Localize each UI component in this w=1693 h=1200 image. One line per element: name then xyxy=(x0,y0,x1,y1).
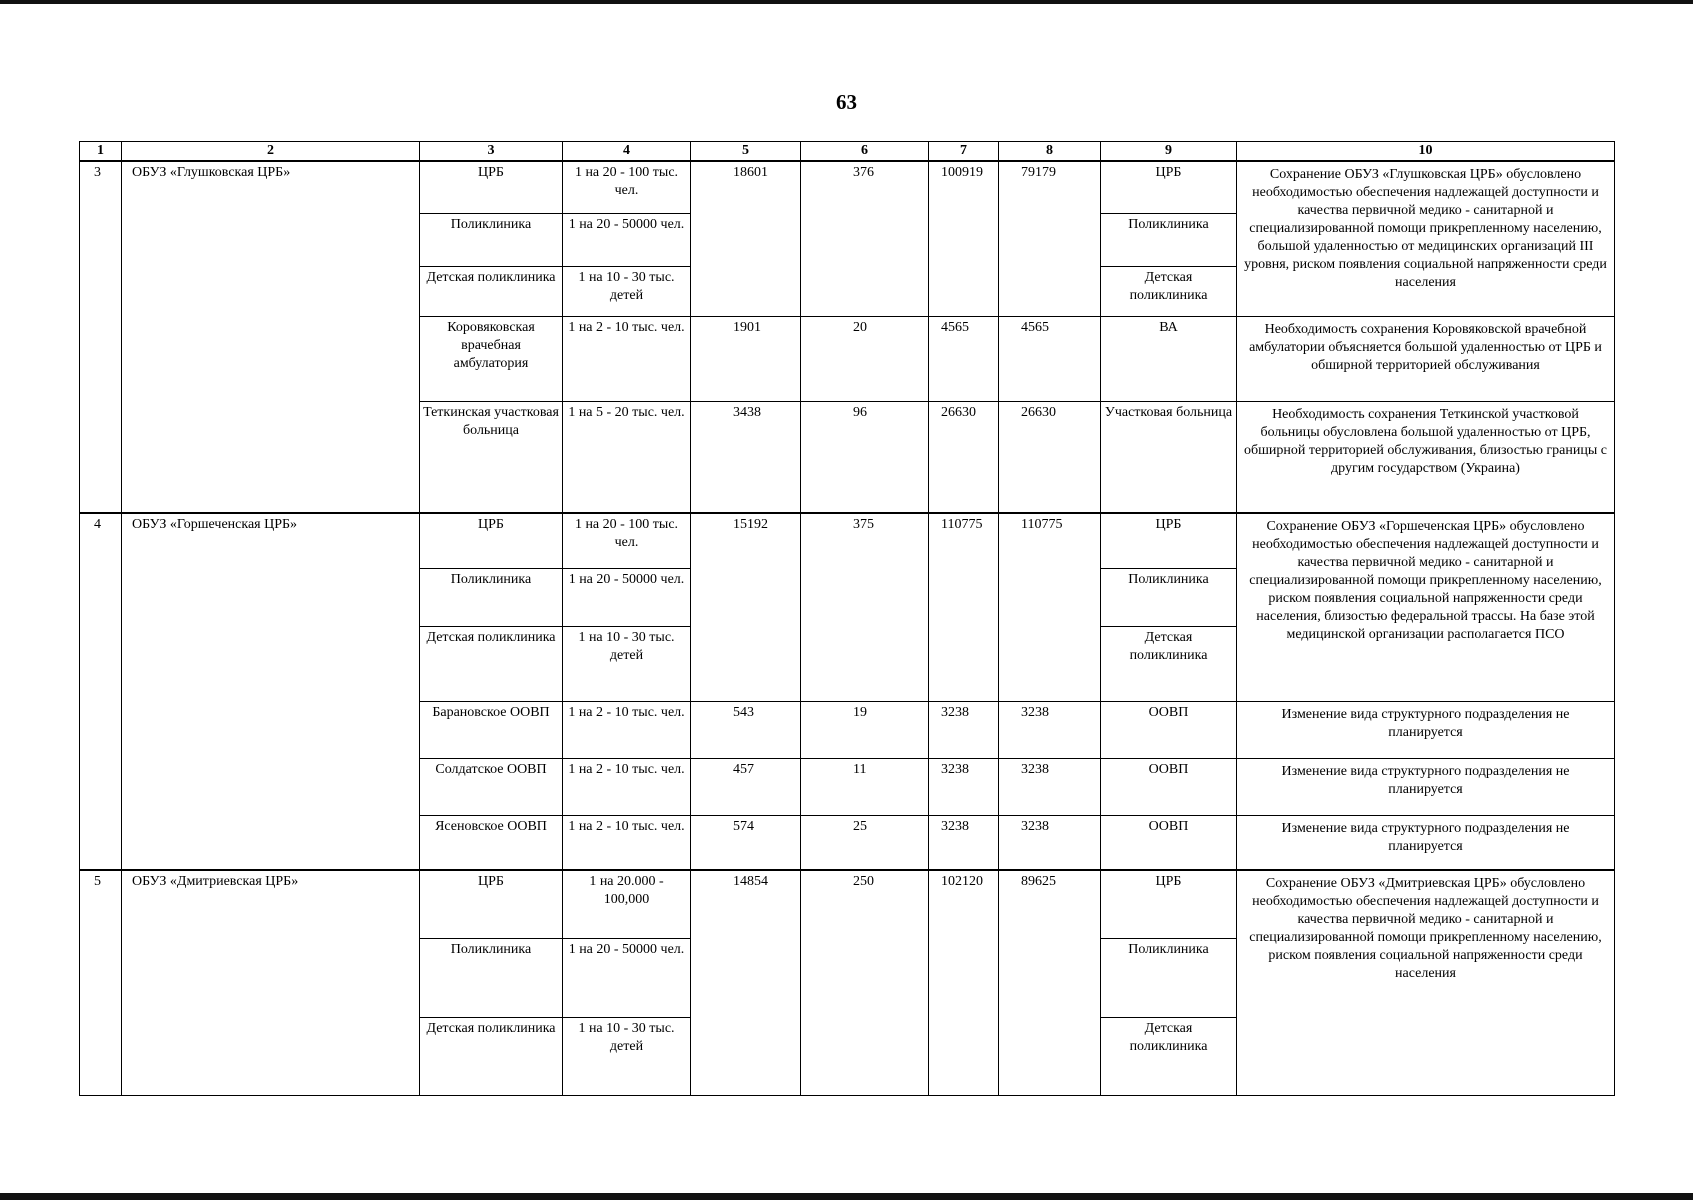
facilities-table xyxy=(79,141,1615,1096)
facility-type: ООВП xyxy=(1101,701,1237,758)
column-6-value: 11 xyxy=(801,758,929,815)
table-row xyxy=(80,161,1615,213)
column-5-value: 1901 xyxy=(691,316,801,401)
column-7-value: 4565 xyxy=(929,316,999,401)
capacity-norm: 1 на 5 - 20 тыс. чел. xyxy=(563,401,691,513)
header-row xyxy=(80,142,1615,162)
column-7-value: 26630 xyxy=(929,401,999,513)
column-6-value: 96 xyxy=(801,401,929,513)
column-8-value: 3238 xyxy=(999,701,1101,758)
capacity-norm: 1 на 2 - 10 тыс. чел. xyxy=(563,701,691,758)
column-8-value: 79179 xyxy=(999,161,1101,316)
organization-name: ОБУЗ «Дмитриевская ЦРБ» xyxy=(122,870,420,1095)
facility-type: Участковая больница xyxy=(1101,401,1237,513)
table-row xyxy=(80,870,1615,938)
facility-type: Детская поликлиника xyxy=(1101,1017,1237,1095)
facility-type: ООВП xyxy=(1101,758,1237,815)
facility-type: Детская поликлиника xyxy=(1101,626,1237,701)
capacity-norm: 1 на 2 - 10 тыс. чел. xyxy=(563,758,691,815)
column-8-value: 110775 xyxy=(999,513,1101,701)
facility-type: Поликлиника xyxy=(1101,568,1237,626)
column-5-value: 574 xyxy=(691,815,801,870)
unit-name: Теткинская участковая больница xyxy=(420,401,563,513)
row-number: 4 xyxy=(80,513,122,870)
capacity-norm: 1 на 20.000 - 100,000 xyxy=(563,870,691,938)
facility-type: Поликлиника xyxy=(1101,938,1237,1017)
capacity-norm: 1 на 20 - 100 тыс. чел. xyxy=(563,513,691,568)
column-6-value: 25 xyxy=(801,815,929,870)
column-5-value: 543 xyxy=(691,701,801,758)
column-7-value: 110775 xyxy=(929,513,999,701)
justification: Сохранение ОБУЗ «Горшеченская ЦРБ» обусловлено необходимостью обеспечения надлежащей доступности и качества первичной медико - санитарной и специализированной помощи прикрепленному населению, риском появления социальной напряженности среди населения, близостью федеральной трассы. На базе этой медицинской организации располагается ПСО xyxy=(1237,513,1615,701)
capacity-norm: 1 на 20 - 50000 чел. xyxy=(563,213,691,266)
capacity-norm: 1 на 20 - 100 тыс. чел. xyxy=(563,161,691,213)
facility-type: ВА xyxy=(1101,316,1237,401)
facility-type: ЦРБ xyxy=(1101,161,1237,213)
column-header: 5 xyxy=(691,142,801,162)
unit-name: ЦРБ xyxy=(420,870,563,938)
capacity-norm: 1 на 10 - 30 тыс. детей xyxy=(563,1017,691,1095)
justification: Сохранение ОБУЗ «Дмитриевская ЦРБ» обусловлено необходимостью обеспечения надлежащей доступности и качества первичной медико - санитарной и специализированной помощи прикрепленному населению, риском появления социальной напряженности среди населения xyxy=(1237,870,1615,1095)
page-number: 63 xyxy=(836,90,857,114)
justification: Необходимость сохранения Коровяковской врачебной амбулатории объясняется большой удаленностью от ЦРБ и обширной территорией обслуживания xyxy=(1237,316,1615,401)
column-header: 7 xyxy=(929,142,999,162)
column-8-value: 4565 xyxy=(999,316,1101,401)
column-7-value: 3238 xyxy=(929,758,999,815)
column-6-value: 375 xyxy=(801,513,929,701)
facility-type: Детская поликлиника xyxy=(1101,266,1237,316)
unit-name: Коровяковская врачебная амбулатория xyxy=(420,316,563,401)
column-5-value: 457 xyxy=(691,758,801,815)
column-6-value: 20 xyxy=(801,316,929,401)
column-header: 2 xyxy=(122,142,420,162)
column-8-value: 3238 xyxy=(999,758,1101,815)
unit-name: Детская поликлиника xyxy=(420,1017,563,1095)
column-header: 6 xyxy=(801,142,929,162)
unit-name: Ясеновское ООВП xyxy=(420,815,563,870)
unit-name: Детская поликлиника xyxy=(420,266,563,316)
capacity-norm: 1 на 2 - 10 тыс. чел. xyxy=(563,316,691,401)
unit-name: Солдатское ООВП xyxy=(420,758,563,815)
facility-type: ООВП xyxy=(1101,815,1237,870)
unit-name: ЦРБ xyxy=(420,161,563,213)
column-5-value: 14854 xyxy=(691,870,801,1095)
facility-type: Поликлиника xyxy=(1101,213,1237,266)
unit-name: Поликлиника xyxy=(420,568,563,626)
unit-name: Детская поликлиника xyxy=(420,626,563,701)
column-7-value: 100919 xyxy=(929,161,999,316)
justification: Сохранение ОБУЗ «Глушковская ЦРБ» обусловлено необходимостью обеспечения надлежащей доступности и качества первичной медико - санитарной и специализированной помощи прикрепленному населению, большой удаленностью от медицинских организаций III уровня, риском появления социальной напряженности среди населения xyxy=(1237,161,1615,316)
justification: Изменение вида структурного подразделения не планируется xyxy=(1237,701,1615,758)
capacity-norm: 1 на 20 - 50000 чел. xyxy=(563,568,691,626)
facility-type: ЦРБ xyxy=(1101,870,1237,938)
unit-name: ЦРБ xyxy=(420,513,563,568)
table-row xyxy=(80,513,1615,568)
capacity-norm: 1 на 10 - 30 тыс. детей xyxy=(563,626,691,701)
unit-name: Поликлиника xyxy=(420,938,563,1017)
column-5-value: 15192 xyxy=(691,513,801,701)
column-header: 8 xyxy=(999,142,1101,162)
scan-edge-top xyxy=(0,0,1693,4)
facility-type: ЦРБ xyxy=(1101,513,1237,568)
column-5-value: 3438 xyxy=(691,401,801,513)
column-8-value: 3238 xyxy=(999,815,1101,870)
column-7-value: 3238 xyxy=(929,815,999,870)
justification: Изменение вида структурного подразделения не планируется xyxy=(1237,758,1615,815)
capacity-norm: 1 на 2 - 10 тыс. чел. xyxy=(563,815,691,870)
row-number: 3 xyxy=(80,161,122,513)
organization-name: ОБУЗ «Горшеченская ЦРБ» xyxy=(122,513,420,870)
column-6-value: 376 xyxy=(801,161,929,316)
column-6-value: 19 xyxy=(801,701,929,758)
column-5-value: 18601 xyxy=(691,161,801,316)
capacity-norm: 1 на 10 - 30 тыс. детей xyxy=(563,266,691,316)
column-7-value: 3238 xyxy=(929,701,999,758)
column-header: 3 xyxy=(420,142,563,162)
row-number: 5 xyxy=(80,870,122,1095)
column-6-value: 250 xyxy=(801,870,929,1095)
justification: Изменение вида структурного подразделения не планируется xyxy=(1237,815,1615,870)
column-header: 10 xyxy=(1237,142,1615,162)
unit-name: Барановское ООВП xyxy=(420,701,563,758)
column-7-value: 102120 xyxy=(929,870,999,1095)
justification: Необходимость сохранения Теткинской участковой больницы обусловлена большой удаленностью от ЦРБ, обширной территорией обслуживания, близостью границы с другим государством (Украина) xyxy=(1237,401,1615,513)
column-header: 1 xyxy=(80,142,122,162)
column-8-value: 89625 xyxy=(999,870,1101,1095)
unit-name: Поликлиника xyxy=(420,213,563,266)
capacity-norm: 1 на 20 - 50000 чел. xyxy=(563,938,691,1017)
scan-edge-bottom xyxy=(0,1193,1693,1200)
column-header: 9 xyxy=(1101,142,1237,162)
column-8-value: 26630 xyxy=(999,401,1101,513)
column-header: 4 xyxy=(563,142,691,162)
organization-name: ОБУЗ «Глушковская ЦРБ» xyxy=(122,161,420,513)
